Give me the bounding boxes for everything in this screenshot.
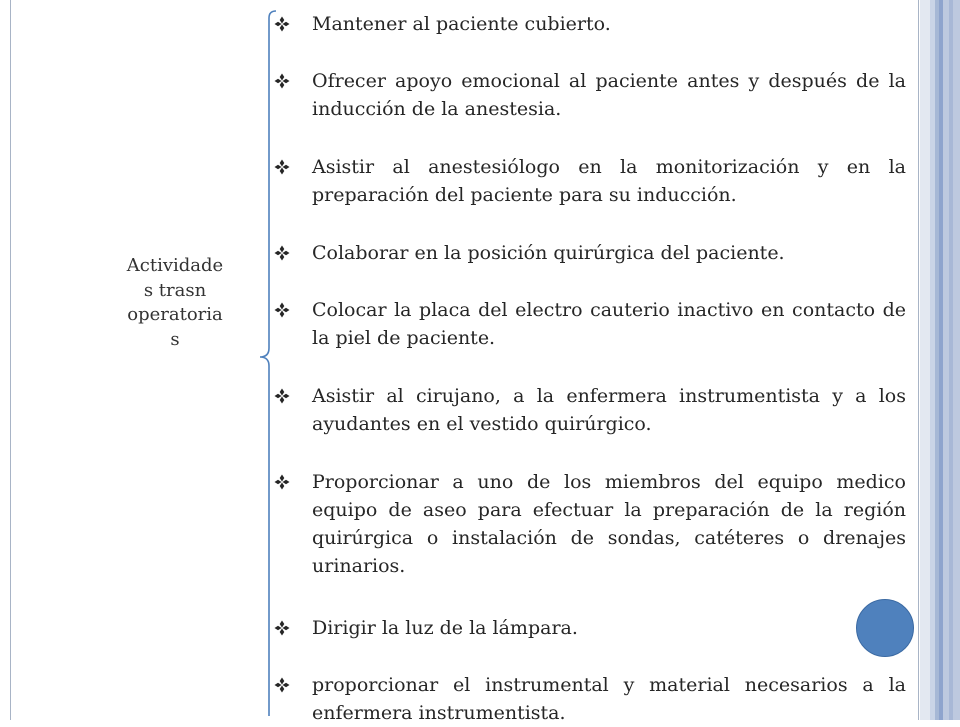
activity-label-line: s trasn [143,279,207,301]
four-diamond-bullet-icon [274,73,290,89]
activity-label [100,254,250,352]
list-item [270,67,906,123]
list-item [270,239,906,267]
list-item [270,468,906,580]
activity-label-line: operatoria [127,304,223,325]
list-item-text: Mantener al paciente cubierto. [312,13,611,35]
list-item [270,296,906,352]
activity-label-line: Actividade [126,255,224,276]
left-frame-line [10,0,11,720]
list-item-text: Proporcionar a uno de los miembros del equipo medico equipo de aseo para efectuar la preparación de la región quirúrgica o instalación de sondas, catéteres o drenajes urinarios. [312,471,906,577]
four-diamond-bullet-icon [274,245,290,261]
list-item [270,382,906,438]
list-item-text: Colocar la placa del electro cauterio inactivo en contacto de la piel de paciente. [312,299,906,349]
list-item-text: Asistir al anestesiólogo en la monitorización y en la preparación del paciente para su inducción. [312,156,906,206]
circle-icon [856,599,914,657]
list-item-text: proporcionar el instrumental y material necesarios a la enfermera instrumentista. [312,674,906,724]
list-item [270,671,906,727]
list-item-text: Colaborar en la posición quirúrgica del paciente. [312,242,785,264]
four-diamond-bullet-icon [274,677,290,693]
four-diamond-bullet-icon [274,302,290,318]
list-item-text: Ofrecer apoyo emocional al paciente antes y después de la inducción de la anestesia. [312,70,906,120]
four-diamond-bullet-icon [274,474,290,490]
right-frame-line [918,0,919,720]
list-item [270,614,906,642]
list-item-text: Dirigir la luz de la lámpara. [312,617,578,639]
four-diamond-bullet-icon [274,16,290,32]
activity-label-line: s [170,328,180,350]
four-diamond-bullet-icon [274,620,290,636]
list-item-text: Asistir al cirujano, a la enfermera instrumentista y a los ayudantes en el vestido quirúrgico. [312,385,906,435]
four-diamond-bullet-icon [274,159,290,175]
list-item [270,153,906,209]
four-diamond-bullet-icon [274,388,290,404]
list-item [270,10,906,38]
